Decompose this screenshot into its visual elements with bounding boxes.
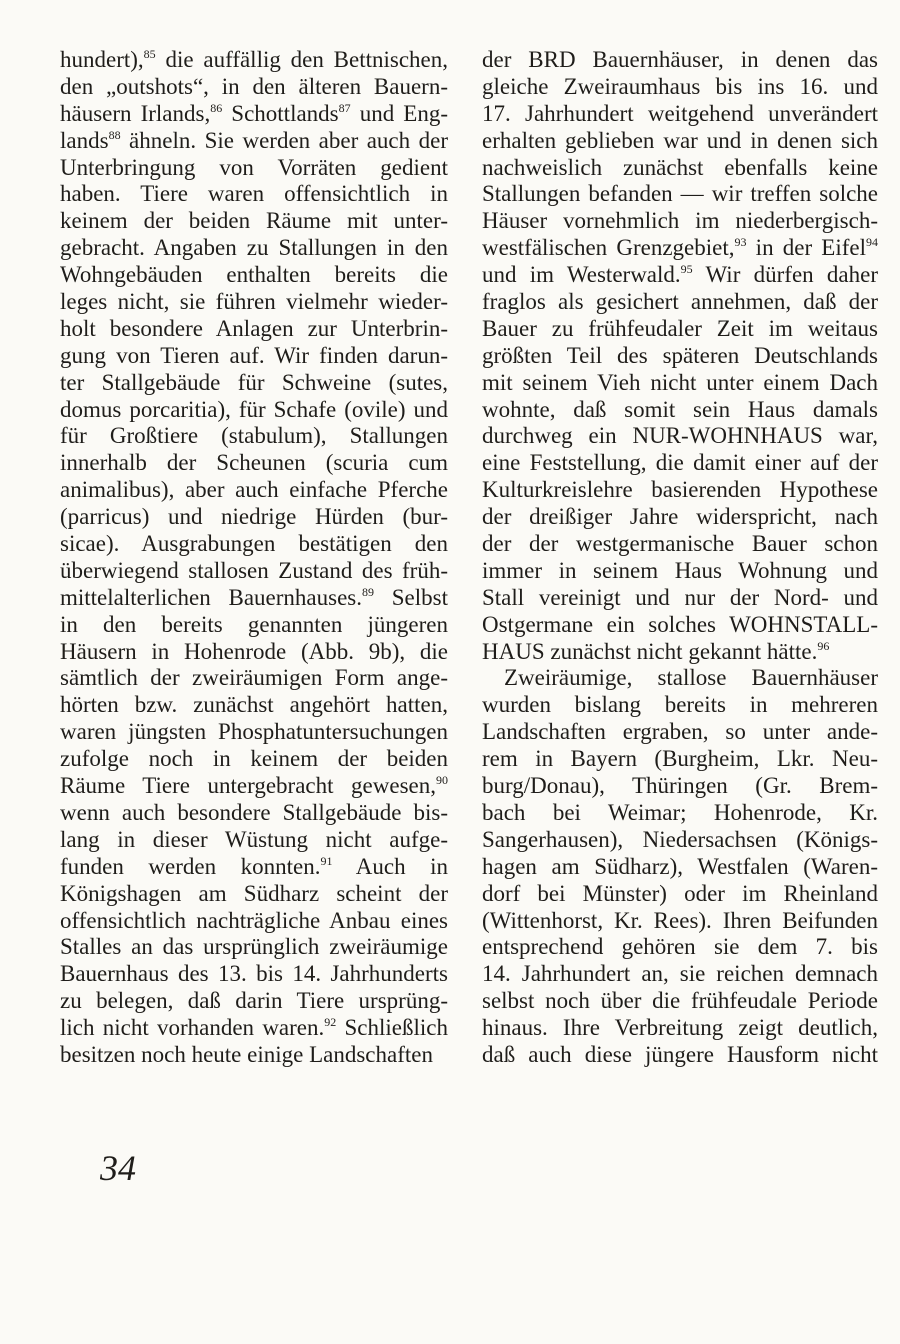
text-line [482,531,878,558]
text-segment: Ostgermane ein solches WOHNSTALL- [482,611,878,637]
text-segment: domus porcaritia), für Schafe (ovile) und [60,396,448,422]
text-line [482,908,878,935]
text-segment: gebracht. Angaben zu Stallungen in den [60,235,448,261]
text-line [482,397,878,424]
text-line [60,423,448,450]
text-segment: den „outshots“, in den älteren Bauern- [60,73,448,99]
text-segment: der BRD Bauernhäuser, in denen das [482,47,878,72]
text-segment: Schottlands [222,100,339,126]
text-segment: nachweislich zunächst ebenfalls keine [482,154,878,180]
text-segment: eine Feststellung, die damit einer auf der [482,450,878,476]
text-line [482,235,878,262]
text-segment: Schließlich [336,1015,448,1041]
text-segment: die auffällig den Bettnischen, [155,47,448,72]
text-segment: wurden bislang bereits in mehreren [482,692,878,718]
text-segment: hundert), [60,47,144,72]
text-line [482,854,878,881]
text-line [482,1015,878,1042]
text-line [482,477,878,504]
left-text-column [60,47,448,1069]
text-line [60,370,448,397]
text-line [482,343,878,370]
text-line [482,316,878,343]
text-segment: der dreißiger Jahre widerspricht, nach [482,504,878,530]
footnote-marker: 90 [436,773,448,788]
text-segment: sicae). Ausgrabungen bestätigen den [60,531,448,557]
text-line [482,558,878,585]
text-segment: in der Eifel [746,235,866,261]
text-segment: waren jüngsten Phosphatuntersuchungen [60,719,448,745]
text-segment: bach bei Weimar; Hohenrode, Kr. [482,799,878,825]
text-line [60,827,448,854]
text-segment: keinem der beiden Räume mit unter- [60,208,448,234]
text-line [482,800,878,827]
text-segment: Räume Tiere untergebracht gewesen, [60,773,436,799]
text-segment: (Wittenhorst, Kr. Rees). Ihren Beifunden [482,907,878,933]
text-segment: Bauer zu frühfeudaler Zeit im weitaus [482,315,878,341]
text-segment: ähneln. Sie werden aber auch der [120,127,448,153]
text-segment: fraglos als gesichert annehmen, daß der [482,289,878,315]
text-segment: entsprechend gehören sie dem 7. bis [482,934,878,960]
text-line [60,585,448,612]
text-segment: funden werden konnten. [60,853,321,879]
text-segment: und im Westerwald. [482,262,681,288]
footnote-marker: 86 [210,100,223,115]
text-segment: Kulturkreislehre basierenden Hypothese [482,477,878,503]
footnote-marker: 88 [108,127,121,142]
text-line [482,988,878,1015]
text-line [60,1042,448,1069]
text-segment: mit seinem Vieh nicht unter einem Dach [482,369,878,395]
text-segment: selbst noch über die frühfeudale Periode [482,988,878,1014]
text-line [482,881,878,908]
text-line [482,934,878,961]
text-segment: daß auch diese jüngere Hausform nicht [482,1041,878,1067]
text-segment: Sangerhausen), Niedersachsen (Königs- [482,826,878,852]
text-line [60,477,448,504]
text-line [60,558,448,585]
text-line [60,289,448,316]
text-line [60,719,448,746]
text-segment: überwiegend stallosen Zustand des früh- [60,557,448,583]
footnote-marker: 93 [734,235,747,250]
text-segment: Auch in [332,853,448,879]
text-segment: (parricus) und niedrige Hürden (bur- [60,504,448,530]
text-segment: Bauernhaus des 13. bis 14. Jahrhunderts [60,961,448,987]
text-line [482,585,878,612]
text-segment: Häuser vornehmlich im niederbergisch- [482,208,878,234]
text-line [60,881,448,908]
text-line [60,746,448,773]
text-line [60,988,448,1015]
footnote-marker: 85 [143,47,156,61]
text-line [60,343,448,370]
text-segment: 17. Jahrhundert weitgehend unverändert [482,100,878,126]
text-segment: zu belegen, daß darin Tiere ursprüng- [60,988,448,1014]
text-line [60,101,448,128]
text-line [60,181,448,208]
text-segment: Stall vereinigt und nur der Nord- und [482,584,878,610]
text-line [60,854,448,881]
text-line [482,262,878,289]
text-line [60,531,448,558]
text-segment: burg/Donau), Thüringen (Gr. Brem- [482,773,878,799]
text-line [482,1042,878,1069]
text-line [482,746,878,773]
text-segment: häusern Irlands, [60,100,211,126]
text-segment: holt besondere Anlagen zur Unterbrin- [60,315,448,341]
text-line [482,181,878,208]
text-segment: wenn auch besondere Stallgebäude bis- [60,799,448,825]
text-segment: für Großtiere (stabulum), Stallungen [60,423,448,449]
text-segment: Stalles an das ursprünglich zweiräumige [60,934,448,960]
text-line [60,316,448,343]
text-segment: westfälischen Grenzgebiet, [482,235,735,261]
text-line [60,665,448,692]
text-line [60,1015,448,1042]
text-segment: mittelalterlichen Bauernhauses. [60,584,362,610]
text-line [60,692,448,719]
text-segment: HAUS zunächst nicht gekannt hätte. [482,638,818,664]
text-line [482,827,878,854]
text-segment: gleiche Zweiraumhaus bis ins 16. und [482,73,878,99]
text-line [482,128,878,155]
text-segment: Unterbringung von Vorräten gedient [60,154,448,180]
text-line [482,47,878,74]
text-line [60,397,448,424]
text-segment: in den bereits genannten jüngeren [60,611,448,637]
text-line [482,773,878,800]
text-line [60,155,448,182]
footnote-marker: 89 [361,584,374,599]
text-segment: offensichtlich nachträgliche Anbau eines [60,907,448,933]
text-line [482,665,878,692]
text-line [482,370,878,397]
text-line [482,612,878,639]
text-line [482,101,878,128]
text-segment: hörten bzw. zunächst angehört hatten, [60,692,448,718]
text-line [60,773,448,800]
text-segment: Wir dürfen daher [692,262,878,288]
page-number: 34 [100,1148,136,1188]
text-segment: gung von Tieren auf. Wir finden darun- [60,342,448,368]
text-line [60,74,448,101]
text-segment: Häusern in Hohenrode (Abb. 9b), die [60,638,448,664]
text-segment: größten Teil des späteren Deutschlands [482,342,878,368]
footnote-marker: 95 [680,262,693,277]
text-segment: hinaus. Ihre Verbreitung zeigt deutlich, [482,1015,878,1041]
text-segment: erhalten geblieben war und in denen sich [482,127,878,153]
text-line [482,961,878,988]
text-line [482,450,878,477]
text-segment: wohnte, daß somit sein Haus damals [482,396,878,422]
footnote-marker: 91 [320,853,333,868]
text-line [60,47,448,74]
text-line [60,235,448,262]
text-line [60,208,448,235]
text-segment: ter Stallgebäude für Schweine (sutes, [60,369,448,395]
footnote-marker: 96 [817,638,830,653]
text-segment: Stallungen befanden — wir treffen solche [482,181,878,207]
text-segment: animalibus), aber auch einfache Pferche [60,477,448,503]
text-segment: besitzen noch heute einige Landschaften [60,1041,433,1067]
text-line [60,128,448,155]
text-segment: lich nicht vorhanden waren. [60,1015,325,1041]
text-line [482,289,878,316]
footnote-marker: 94 [866,235,878,250]
text-line [60,800,448,827]
text-segment: durchweg ein NUR-WOHNHAUS war, [482,423,878,449]
text-segment: innerhalb der Scheunen (scuria cum [60,450,448,476]
text-line [482,74,878,101]
text-line [482,423,878,450]
text-segment: sämtlich der zweiräumigen Form ange- [60,665,448,691]
text-line [60,639,448,666]
text-line [60,908,448,935]
text-line [60,961,448,988]
text-segment: lang in dieser Wüstung nicht aufge- [60,826,448,852]
text-line [60,450,448,477]
text-line [482,208,878,235]
text-line [482,692,878,719]
text-segment: haben. Tiere waren offensichtlich in [60,181,448,207]
text-segment: immer in seinem Haus Wohnung und [482,557,878,583]
text-segment: Wohngebäuden enthalten bereits die [60,262,448,288]
text-line [482,639,878,666]
text-line [60,262,448,289]
text-segment: Königshagen am Südharz scheint der [60,880,448,906]
text-line [60,504,448,531]
text-segment: der der westgermanische Bauer schon [482,531,878,557]
text-segment: rem in Bayern (Burgheim, Lkr. Neu- [482,746,878,772]
text-segment: 14. Jahrhundert an, sie reichen demnach [482,961,878,987]
text-line [60,934,448,961]
text-segment: zufolge noch in keinem der beiden [60,746,448,772]
text-segment: dorf bei Münster) oder im Rheinland [482,880,878,906]
text-line [482,719,878,746]
text-line [482,155,878,182]
right-text-column [482,47,878,1069]
text-segment: Selbst [373,584,448,610]
text-line [482,504,878,531]
text-segment: Zweiräumige, stallose Bauernhäuser [504,665,878,691]
text-line [60,612,448,639]
text-segment: hagen am Südharz), Westfalen (Waren- [482,853,878,879]
text-segment: Landschaften ergraben, so unter ande- [482,719,878,745]
text-segment: leges nicht, sie führen vielmehr wieder- [60,289,448,315]
footnote-marker: 92 [324,1015,337,1030]
text-segment: lands [60,127,109,153]
footnote-marker: 87 [338,100,351,115]
text-segment: und Eng- [350,100,448,126]
